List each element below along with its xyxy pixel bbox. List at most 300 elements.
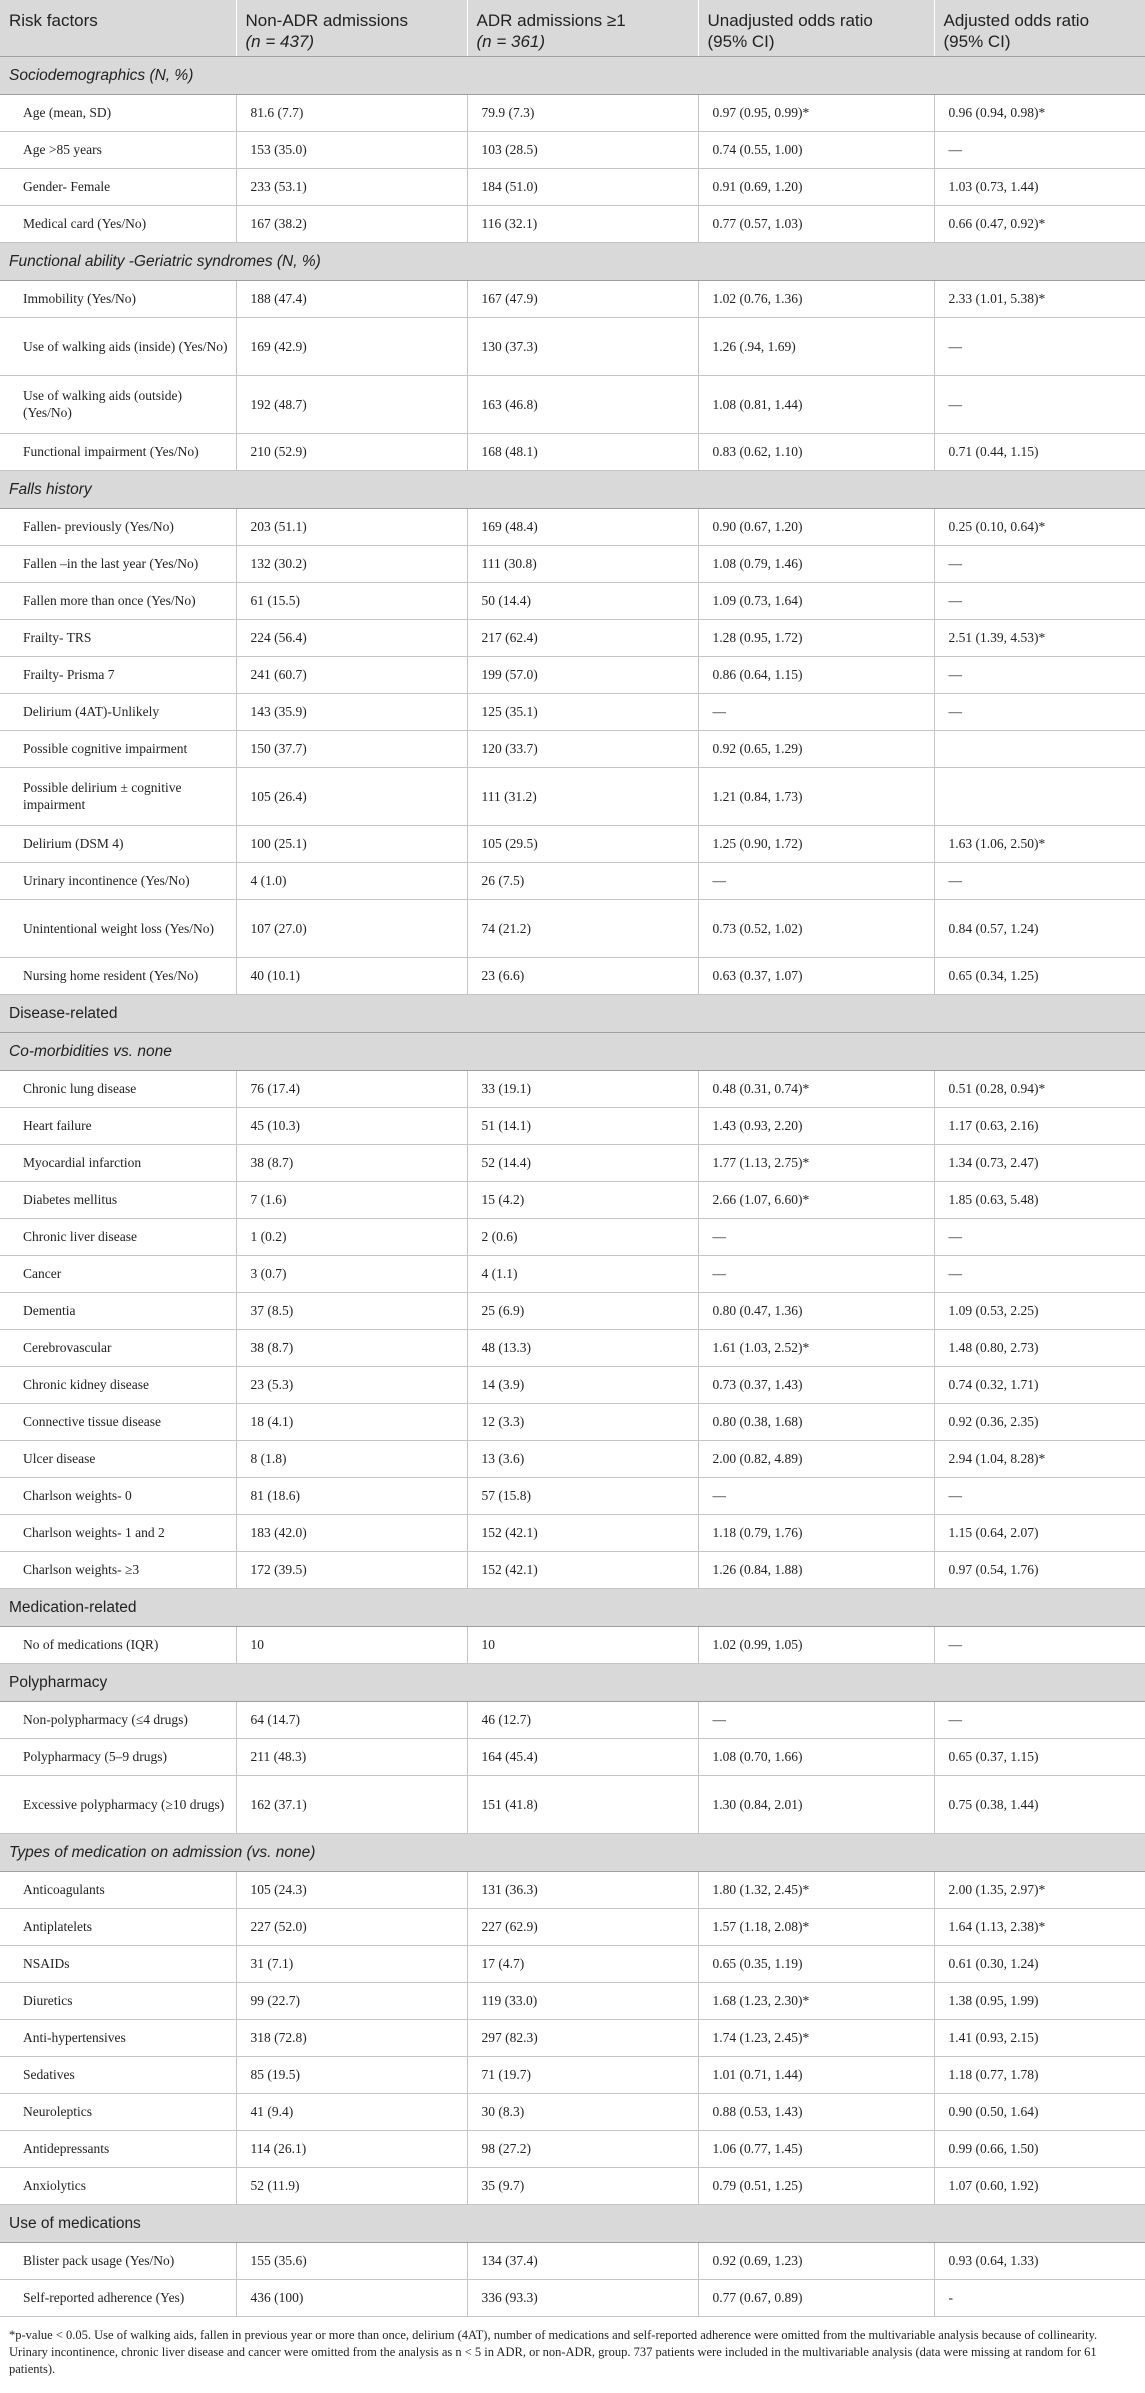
adr-cell: 10 bbox=[467, 1626, 698, 1663]
non-adr-cell: 8 (1.8) bbox=[236, 1440, 467, 1477]
unadjusted-or-cell: 0.63 (0.37, 1.07) bbox=[698, 957, 934, 994]
risk-factor-cell: Possible delirium ± cognitive impairment bbox=[0, 767, 236, 825]
risk-factor-cell: Chronic liver disease bbox=[0, 1218, 236, 1255]
risk-factor-cell: Age >85 years bbox=[0, 131, 236, 168]
unadjusted-or-cell: 1.01 (0.71, 1.44) bbox=[698, 2056, 934, 2093]
section-title: Co-morbidities vs. none bbox=[0, 1032, 1145, 1070]
non-adr-cell: 40 (10.1) bbox=[236, 957, 467, 994]
adjusted-or-cell: — bbox=[934, 656, 1145, 693]
table-row bbox=[0, 1181, 1145, 1218]
unadjusted-or-cell: 0.90 (0.67, 1.20) bbox=[698, 508, 934, 545]
table-row bbox=[0, 619, 1145, 656]
adjusted-or-cell: — bbox=[934, 1218, 1145, 1255]
non-adr-cell: 224 (56.4) bbox=[236, 619, 467, 656]
non-adr-cell: 38 (8.7) bbox=[236, 1329, 467, 1366]
unadjusted-or-cell: 0.48 (0.31, 0.74)* bbox=[698, 1070, 934, 1107]
adjusted-or-cell: 1.17 (0.63, 2.16) bbox=[934, 1107, 1145, 1144]
adr-cell: 167 (47.9) bbox=[467, 280, 698, 317]
risk-factor-cell: Non-polypharmacy (≤4 drugs) bbox=[0, 1701, 236, 1738]
adjusted-or-cell bbox=[934, 767, 1145, 825]
non-adr-cell: 76 (17.4) bbox=[236, 1070, 467, 1107]
risk-factor-cell: Delirium (DSM 4) bbox=[0, 825, 236, 862]
unadjusted-or-cell: 1.74 (1.23, 2.45)* bbox=[698, 2019, 934, 2056]
non-adr-cell: 150 (37.7) bbox=[236, 730, 467, 767]
table-row bbox=[0, 1477, 1145, 1514]
risk-factor-cell: Connective tissue disease bbox=[0, 1403, 236, 1440]
unadjusted-or-cell: 1.77 (1.13, 2.75)* bbox=[698, 1144, 934, 1181]
unadjusted-or-cell: 1.57 (1.18, 2.08)* bbox=[698, 1908, 934, 1945]
table-row bbox=[0, 1738, 1145, 1775]
section-title: Use of medications bbox=[0, 2204, 1145, 2242]
unadjusted-or-cell: 0.77 (0.57, 1.03) bbox=[698, 205, 934, 242]
adr-cell: 152 (42.1) bbox=[467, 1551, 698, 1588]
unadjusted-or-cell: 0.88 (0.53, 1.43) bbox=[698, 2093, 934, 2130]
table-row bbox=[0, 1403, 1145, 1440]
adr-cell: 33 (19.1) bbox=[467, 1070, 698, 1107]
unadjusted-or-cell: — bbox=[698, 1218, 934, 1255]
adjusted-or-cell: — bbox=[934, 545, 1145, 582]
table-row bbox=[0, 767, 1145, 825]
risk-factor-cell: Antiplatelets bbox=[0, 1908, 236, 1945]
adr-cell: 4 (1.1) bbox=[467, 1255, 698, 1292]
unadjusted-or-cell: 0.92 (0.65, 1.29) bbox=[698, 730, 934, 767]
col-header-sublabel: (95% CI) bbox=[943, 32, 1011, 51]
adjusted-or-cell: — bbox=[934, 375, 1145, 433]
table-row bbox=[0, 508, 1145, 545]
unadjusted-or-cell: 1.02 (0.99, 1.05) bbox=[698, 1626, 934, 1663]
table-row bbox=[0, 2167, 1145, 2204]
adr-cell: 52 (14.4) bbox=[467, 1144, 698, 1181]
unadjusted-or-cell: 0.80 (0.38, 1.68) bbox=[698, 1403, 934, 1440]
table-row bbox=[0, 1329, 1145, 1366]
adr-cell: 227 (62.9) bbox=[467, 1908, 698, 1945]
non-adr-cell: 107 (27.0) bbox=[236, 899, 467, 957]
non-adr-cell: 210 (52.9) bbox=[236, 433, 467, 470]
table-row bbox=[0, 2242, 1145, 2279]
adjusted-or-cell: 1.85 (0.63, 5.48) bbox=[934, 1181, 1145, 1218]
non-adr-cell: 192 (48.7) bbox=[236, 375, 467, 433]
adr-cell: 17 (4.7) bbox=[467, 1945, 698, 1982]
unadjusted-or-cell: — bbox=[698, 1477, 934, 1514]
risk-factor-cell: Urinary incontinence (Yes/No) bbox=[0, 862, 236, 899]
adjusted-or-cell: — bbox=[934, 582, 1145, 619]
table-row bbox=[0, 1514, 1145, 1551]
adjusted-or-cell: — bbox=[934, 1477, 1145, 1514]
col-header-adjusted-or bbox=[934, 0, 1145, 56]
non-adr-cell: 132 (30.2) bbox=[236, 545, 467, 582]
adjusted-or-cell: 2.51 (1.39, 4.53)* bbox=[934, 619, 1145, 656]
unadjusted-or-cell: 1.28 (0.95, 1.72) bbox=[698, 619, 934, 656]
non-adr-cell: 45 (10.3) bbox=[236, 1107, 467, 1144]
adr-cell: 120 (33.7) bbox=[467, 730, 698, 767]
non-adr-cell: 7 (1.6) bbox=[236, 1181, 467, 1218]
adjusted-or-cell: 1.18 (0.77, 1.78) bbox=[934, 2056, 1145, 2093]
non-adr-cell: 4 (1.0) bbox=[236, 862, 467, 899]
non-adr-cell: 188 (47.4) bbox=[236, 280, 467, 317]
table-row bbox=[0, 957, 1145, 994]
non-adr-cell: 64 (14.7) bbox=[236, 1701, 467, 1738]
table-row bbox=[0, 1626, 1145, 1663]
adr-cell: 79.9 (7.3) bbox=[467, 94, 698, 131]
adr-cell: 57 (15.8) bbox=[467, 1477, 698, 1514]
adr-cell: 26 (7.5) bbox=[467, 862, 698, 899]
unadjusted-or-cell: — bbox=[698, 1255, 934, 1292]
adr-cell: 111 (31.2) bbox=[467, 767, 698, 825]
adjusted-or-cell: 0.97 (0.54, 1.76) bbox=[934, 1551, 1145, 1588]
adr-cell: 13 (3.6) bbox=[467, 1440, 698, 1477]
table-row bbox=[0, 1292, 1145, 1329]
table-row bbox=[0, 1070, 1145, 1107]
unadjusted-or-cell: 1.26 (.94, 1.69) bbox=[698, 317, 934, 375]
adjusted-or-cell: 1.41 (0.93, 2.15) bbox=[934, 2019, 1145, 2056]
risk-factor-cell: Nursing home resident (Yes/No) bbox=[0, 957, 236, 994]
table-header bbox=[0, 0, 1145, 56]
table-row bbox=[0, 94, 1145, 131]
risk-factor-cell: Excessive polypharmacy (≥10 drugs) bbox=[0, 1775, 236, 1833]
table-row bbox=[0, 730, 1145, 767]
adr-cell: 35 (9.7) bbox=[467, 2167, 698, 2204]
col-header-label: Unadjusted odds ratio bbox=[707, 11, 873, 30]
non-adr-cell: 162 (37.1) bbox=[236, 1775, 467, 1833]
table-body bbox=[0, 56, 1145, 2316]
col-header-unadjusted-or bbox=[698, 0, 934, 56]
non-adr-cell: 41 (9.4) bbox=[236, 2093, 467, 2130]
adjusted-or-cell: — bbox=[934, 131, 1145, 168]
adjusted-or-cell: 0.25 (0.10, 0.64)* bbox=[934, 508, 1145, 545]
risk-factor-cell: Frailty- TRS bbox=[0, 619, 236, 656]
table-row bbox=[0, 1144, 1145, 1181]
unadjusted-or-cell: 1.43 (0.93, 2.20) bbox=[698, 1107, 934, 1144]
col-header-label: ADR admissions ≥1 bbox=[476, 11, 626, 30]
risk-factor-cell: Immobility (Yes/No) bbox=[0, 280, 236, 317]
table-row bbox=[0, 656, 1145, 693]
risk-factor-cell: Neuroleptics bbox=[0, 2093, 236, 2130]
adjusted-or-cell: 0.99 (0.66, 1.50) bbox=[934, 2130, 1145, 2167]
non-adr-cell: 38 (8.7) bbox=[236, 1144, 467, 1181]
adr-cell: 48 (13.3) bbox=[467, 1329, 698, 1366]
adr-cell: 50 (14.4) bbox=[467, 582, 698, 619]
risk-factor-cell: Charlson weights- 0 bbox=[0, 1477, 236, 1514]
table-row bbox=[0, 862, 1145, 899]
risk-factor-cell: Cancer bbox=[0, 1255, 236, 1292]
risk-factor-cell: Fallen –in the last year (Yes/No) bbox=[0, 545, 236, 582]
table-row bbox=[0, 2130, 1145, 2167]
adjusted-or-cell: 0.96 (0.94, 0.98)* bbox=[934, 94, 1145, 131]
unadjusted-or-cell: — bbox=[698, 862, 934, 899]
table-row bbox=[0, 2093, 1145, 2130]
non-adr-cell: 167 (38.2) bbox=[236, 205, 467, 242]
non-adr-cell: 18 (4.1) bbox=[236, 1403, 467, 1440]
risk-factor-cell: Functional impairment (Yes/No) bbox=[0, 433, 236, 470]
table-row bbox=[0, 1218, 1145, 1255]
col-header-label: Non-ADR admissions bbox=[245, 11, 408, 30]
risk-factor-cell: Age (mean, SD) bbox=[0, 94, 236, 131]
section-header-row bbox=[0, 1663, 1145, 1701]
adjusted-or-cell: 0.75 (0.38, 1.44) bbox=[934, 1775, 1145, 1833]
adr-cell: 131 (36.3) bbox=[467, 1871, 698, 1908]
unadjusted-or-cell: 0.77 (0.67, 0.89) bbox=[698, 2279, 934, 2316]
adjusted-or-cell: 0.61 (0.30, 1.24) bbox=[934, 1945, 1145, 1982]
unadjusted-or-cell: 0.97 (0.95, 0.99)* bbox=[698, 94, 934, 131]
section-header-row bbox=[0, 994, 1145, 1032]
unadjusted-or-cell: 0.86 (0.64, 1.15) bbox=[698, 656, 934, 693]
non-adr-cell: 211 (48.3) bbox=[236, 1738, 467, 1775]
section-title: Falls history bbox=[0, 470, 1145, 508]
risk-factor-cell: Cerebrovascular bbox=[0, 1329, 236, 1366]
adjusted-or-cell: 2.00 (1.35, 2.97)* bbox=[934, 1871, 1145, 1908]
adjusted-or-cell: 1.07 (0.60, 1.92) bbox=[934, 2167, 1145, 2204]
unadjusted-or-cell: — bbox=[698, 693, 934, 730]
adjusted-or-cell: — bbox=[934, 862, 1145, 899]
adjusted-or-cell: - bbox=[934, 2279, 1145, 2316]
adr-cell: 103 (28.5) bbox=[467, 131, 698, 168]
unadjusted-or-cell: — bbox=[698, 1701, 934, 1738]
non-adr-cell: 3 (0.7) bbox=[236, 1255, 467, 1292]
adr-cell: 2 (0.6) bbox=[467, 1218, 698, 1255]
adr-cell: 168 (48.1) bbox=[467, 433, 698, 470]
unadjusted-or-cell: 1.26 (0.84, 1.88) bbox=[698, 1551, 934, 1588]
table-row bbox=[0, 317, 1145, 375]
table-row bbox=[0, 1551, 1145, 1588]
table-row bbox=[0, 2279, 1145, 2316]
unadjusted-or-cell: 0.73 (0.37, 1.43) bbox=[698, 1366, 934, 1403]
col-header-adr bbox=[467, 0, 698, 56]
section-title: Sociodemographics (N, %) bbox=[0, 56, 1145, 94]
section-header-row bbox=[0, 242, 1145, 280]
adr-cell: 116 (32.1) bbox=[467, 205, 698, 242]
non-adr-cell: 233 (53.1) bbox=[236, 168, 467, 205]
non-adr-cell: 155 (35.6) bbox=[236, 2242, 467, 2279]
non-adr-cell: 203 (51.1) bbox=[236, 508, 467, 545]
table-row bbox=[0, 375, 1145, 433]
table-row bbox=[0, 2019, 1145, 2056]
risk-factor-cell: Polypharmacy (5–9 drugs) bbox=[0, 1738, 236, 1775]
unadjusted-or-cell: 1.68 (1.23, 2.30)* bbox=[698, 1982, 934, 2019]
adr-cell: 297 (82.3) bbox=[467, 2019, 698, 2056]
non-adr-cell: 436 (100) bbox=[236, 2279, 467, 2316]
adr-cell: 217 (62.4) bbox=[467, 619, 698, 656]
adr-cell: 25 (6.9) bbox=[467, 1292, 698, 1329]
non-adr-cell: 114 (26.1) bbox=[236, 2130, 467, 2167]
non-adr-cell: 81.6 (7.7) bbox=[236, 94, 467, 131]
risk-factor-cell: Heart failure bbox=[0, 1107, 236, 1144]
non-adr-cell: 85 (19.5) bbox=[236, 2056, 467, 2093]
unadjusted-or-cell: 1.30 (0.84, 2.01) bbox=[698, 1775, 934, 1833]
non-adr-cell: 105 (26.4) bbox=[236, 767, 467, 825]
adr-cell: 125 (35.1) bbox=[467, 693, 698, 730]
adr-cell: 15 (4.2) bbox=[467, 1181, 698, 1218]
non-adr-cell: 10 bbox=[236, 1626, 467, 1663]
risk-factor-cell: Charlson weights- 1 and 2 bbox=[0, 1514, 236, 1551]
col-header-label: Adjusted odds ratio bbox=[943, 11, 1090, 30]
adjusted-or-cell: 0.66 (0.47, 0.92)* bbox=[934, 205, 1145, 242]
non-adr-cell: 105 (24.3) bbox=[236, 1871, 467, 1908]
risk-factor-cell: NSAIDs bbox=[0, 1945, 236, 1982]
unadjusted-or-cell: 1.08 (0.70, 1.66) bbox=[698, 1738, 934, 1775]
risk-factor-cell: Delirium (4AT)-Unlikely bbox=[0, 693, 236, 730]
section-title: Disease-related bbox=[0, 994, 1145, 1032]
col-header-sublabel: (n = 361) bbox=[476, 32, 546, 51]
table-row bbox=[0, 899, 1145, 957]
adr-cell: 14 (3.9) bbox=[467, 1366, 698, 1403]
risk-factor-cell: Sedatives bbox=[0, 2056, 236, 2093]
adjusted-or-cell: 0.90 (0.50, 1.64) bbox=[934, 2093, 1145, 2130]
adr-cell: 336 (93.3) bbox=[467, 2279, 698, 2316]
adr-cell: 23 (6.6) bbox=[467, 957, 698, 994]
non-adr-cell: 23 (5.3) bbox=[236, 1366, 467, 1403]
non-adr-cell: 227 (52.0) bbox=[236, 1908, 467, 1945]
risk-factor-cell: Unintentional weight loss (Yes/No) bbox=[0, 899, 236, 957]
non-adr-cell: 318 (72.8) bbox=[236, 2019, 467, 2056]
non-adr-cell: 100 (25.1) bbox=[236, 825, 467, 862]
adjusted-or-cell: 1.64 (1.13, 2.38)* bbox=[934, 1908, 1145, 1945]
unadjusted-or-cell: 1.02 (0.76, 1.36) bbox=[698, 280, 934, 317]
table-row bbox=[0, 1366, 1145, 1403]
unadjusted-or-cell: 1.08 (0.81, 1.44) bbox=[698, 375, 934, 433]
adr-cell: 30 (8.3) bbox=[467, 2093, 698, 2130]
unadjusted-or-cell: 1.09 (0.73, 1.64) bbox=[698, 582, 934, 619]
table-row bbox=[0, 1701, 1145, 1738]
adr-cell: 163 (46.8) bbox=[467, 375, 698, 433]
adjusted-or-cell: 1.15 (0.64, 2.07) bbox=[934, 1514, 1145, 1551]
adjusted-or-cell: 0.51 (0.28, 0.94)* bbox=[934, 1070, 1145, 1107]
section-title: Types of medication on admission (vs. none) bbox=[0, 1833, 1145, 1871]
unadjusted-or-cell: 0.83 (0.62, 1.10) bbox=[698, 433, 934, 470]
adr-cell: 51 (14.1) bbox=[467, 1107, 698, 1144]
risk-factor-cell: No of medications (IQR) bbox=[0, 1626, 236, 1663]
adjusted-or-cell: 2.33 (1.01, 5.38)* bbox=[934, 280, 1145, 317]
table-row bbox=[0, 825, 1145, 862]
table-row bbox=[0, 1107, 1145, 1144]
table-row bbox=[0, 2056, 1145, 2093]
adjusted-or-cell: 0.93 (0.64, 1.33) bbox=[934, 2242, 1145, 2279]
adjusted-or-cell: — bbox=[934, 1701, 1145, 1738]
col-header-label: Risk factors bbox=[9, 11, 98, 30]
adr-cell: 71 (19.7) bbox=[467, 2056, 698, 2093]
section-header-row bbox=[0, 1032, 1145, 1070]
table-row bbox=[0, 280, 1145, 317]
col-header-non-adr bbox=[236, 0, 467, 56]
risk-factor-cell: Use of walking aids (inside) (Yes/No) bbox=[0, 317, 236, 375]
non-adr-cell: 153 (35.0) bbox=[236, 131, 467, 168]
risk-factor-cell: Anticoagulants bbox=[0, 1871, 236, 1908]
adjusted-or-cell: 1.38 (0.95, 1.99) bbox=[934, 1982, 1145, 2019]
unadjusted-or-cell: 1.06 (0.77, 1.45) bbox=[698, 2130, 934, 2167]
adjusted-or-cell: — bbox=[934, 1255, 1145, 1292]
adjusted-or-cell: — bbox=[934, 317, 1145, 375]
unadjusted-or-cell: 1.61 (1.03, 2.52)* bbox=[698, 1329, 934, 1366]
non-adr-cell: 172 (39.5) bbox=[236, 1551, 467, 1588]
adjusted-or-cell: 1.09 (0.53, 2.25) bbox=[934, 1292, 1145, 1329]
unadjusted-or-cell: 0.92 (0.69, 1.23) bbox=[698, 2242, 934, 2279]
risk-factor-cell: Ulcer disease bbox=[0, 1440, 236, 1477]
adjusted-or-cell: 1.48 (0.80, 2.73) bbox=[934, 1329, 1145, 1366]
unadjusted-or-cell: 1.80 (1.32, 2.45)* bbox=[698, 1871, 934, 1908]
unadjusted-or-cell: 1.18 (0.79, 1.76) bbox=[698, 1514, 934, 1551]
table-row bbox=[0, 1440, 1145, 1477]
risk-factor-cell: Anxiolytics bbox=[0, 2167, 236, 2204]
col-header-sublabel: (95% CI) bbox=[707, 32, 775, 51]
adr-cell: 130 (37.3) bbox=[467, 317, 698, 375]
unadjusted-or-cell: 0.73 (0.52, 1.02) bbox=[698, 899, 934, 957]
non-adr-cell: 81 (18.6) bbox=[236, 1477, 467, 1514]
adjusted-or-cell: 0.74 (0.32, 1.71) bbox=[934, 1366, 1145, 1403]
table-row bbox=[0, 131, 1145, 168]
adjusted-or-cell: — bbox=[934, 693, 1145, 730]
adr-cell: 119 (33.0) bbox=[467, 1982, 698, 2019]
section-header-row bbox=[0, 470, 1145, 508]
risk-factor-cell: Blister pack usage (Yes/No) bbox=[0, 2242, 236, 2279]
adjusted-or-cell: 1.34 (0.73, 2.47) bbox=[934, 1144, 1145, 1181]
section-header-row bbox=[0, 56, 1145, 94]
non-adr-cell: 52 (11.9) bbox=[236, 2167, 467, 2204]
table-row bbox=[0, 1871, 1145, 1908]
risk-factor-cell: Medical card (Yes/No) bbox=[0, 205, 236, 242]
adr-cell: 111 (30.8) bbox=[467, 545, 698, 582]
section-header-row bbox=[0, 1588, 1145, 1626]
adjusted-or-cell: 0.71 (0.44, 1.15) bbox=[934, 433, 1145, 470]
adr-cell: 105 (29.5) bbox=[467, 825, 698, 862]
adjusted-or-cell bbox=[934, 730, 1145, 767]
section-header-row bbox=[0, 2204, 1145, 2242]
risk-factor-cell: Myocardial infarction bbox=[0, 1144, 236, 1181]
adr-cell: 98 (27.2) bbox=[467, 2130, 698, 2167]
risk-factor-cell: Antidepressants bbox=[0, 2130, 236, 2167]
section-title: Polypharmacy bbox=[0, 1663, 1145, 1701]
unadjusted-or-cell: 1.25 (0.90, 1.72) bbox=[698, 825, 934, 862]
risk-factor-cell: Anti-hypertensives bbox=[0, 2019, 236, 2056]
header-row bbox=[0, 0, 1145, 56]
adr-cell: 164 (45.4) bbox=[467, 1738, 698, 1775]
adjusted-or-cell: 1.63 (1.06, 2.50)* bbox=[934, 825, 1145, 862]
non-adr-cell: 169 (42.9) bbox=[236, 317, 467, 375]
adr-cell: 46 (12.7) bbox=[467, 1701, 698, 1738]
adjusted-or-cell: 0.84 (0.57, 1.24) bbox=[934, 899, 1145, 957]
adr-cell: 134 (37.4) bbox=[467, 2242, 698, 2279]
non-adr-cell: 241 (60.7) bbox=[236, 656, 467, 693]
non-adr-cell: 61 (15.5) bbox=[236, 582, 467, 619]
non-adr-cell: 99 (22.7) bbox=[236, 1982, 467, 2019]
non-adr-cell: 143 (35.9) bbox=[236, 693, 467, 730]
unadjusted-or-cell: 2.66 (1.07, 6.60)* bbox=[698, 1181, 934, 1218]
table-row bbox=[0, 1255, 1145, 1292]
risk-factor-cell: Use of walking aids (outside) (Yes/No) bbox=[0, 375, 236, 433]
risk-factor-cell: Fallen- previously (Yes/No) bbox=[0, 508, 236, 545]
col-header-sublabel: (n = 437) bbox=[245, 32, 315, 51]
non-adr-cell: 31 (7.1) bbox=[236, 1945, 467, 1982]
table-row bbox=[0, 205, 1145, 242]
risk-factor-cell: Charlson weights- ≥3 bbox=[0, 1551, 236, 1588]
unadjusted-or-cell: 0.79 (0.51, 1.25) bbox=[698, 2167, 934, 2204]
adjusted-or-cell: — bbox=[934, 1626, 1145, 1663]
adr-cell: 12 (3.3) bbox=[467, 1403, 698, 1440]
table-row bbox=[0, 1775, 1145, 1833]
risk-factor-cell: Possible cognitive impairment bbox=[0, 730, 236, 767]
adr-cell: 151 (41.8) bbox=[467, 1775, 698, 1833]
unadjusted-or-cell: 0.91 (0.69, 1.20) bbox=[698, 168, 934, 205]
table-row bbox=[0, 693, 1145, 730]
risk-factor-cell: Fallen more than once (Yes/No) bbox=[0, 582, 236, 619]
adr-cell: 74 (21.2) bbox=[467, 899, 698, 957]
unadjusted-or-cell: 1.21 (0.84, 1.73) bbox=[698, 767, 934, 825]
unadjusted-or-cell: 2.00 (0.82, 4.89) bbox=[698, 1440, 934, 1477]
adr-cell: 184 (51.0) bbox=[467, 168, 698, 205]
table-row bbox=[0, 1908, 1145, 1945]
unadjusted-or-cell: 0.74 (0.55, 1.00) bbox=[698, 131, 934, 168]
risk-factor-cell: Self-reported adherence (Yes) bbox=[0, 2279, 236, 2316]
section-title: Medication-related bbox=[0, 1588, 1145, 1626]
risk-factor-cell: Chronic lung disease bbox=[0, 1070, 236, 1107]
